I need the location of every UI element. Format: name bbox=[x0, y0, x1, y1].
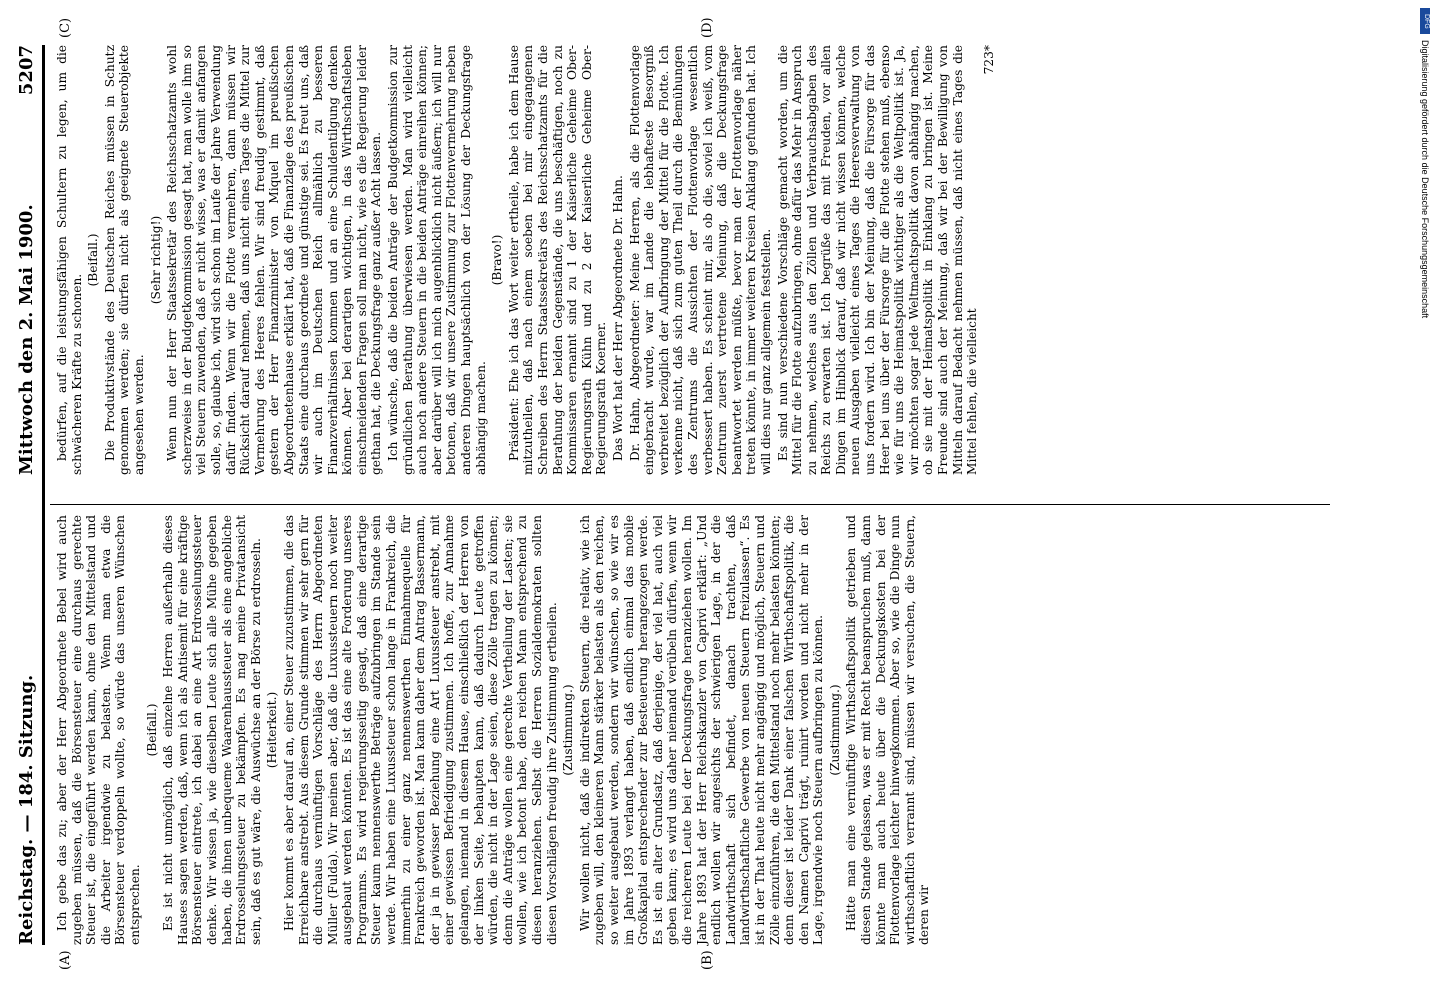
page-number: 5207 bbox=[16, 45, 37, 96]
paragraph: Wir wollen nicht, daß die indirekten Steuern, die relativ, wie ich zugeben will, den kleineren Mann stärker belasten als den reichen, so weiter ausgebaut werden, sondern wir wünschen, so wie wir es im Jahre 1893 verlangt haben, daß endlich einmal das mobile Großkapital entsprechender zur Besteuerung herangezogen werde. Es ist ein alter Grundsatz, daß derjenige, der viel hat, auch viel geben kann; es wird uns daher niemand verübeln dürfen, wenn wir die reicheren Leute bei der Deckungsfrage heranziehen wollen. Im Jahre 1893 hat der Herr Reichskanzler von Caprivi erklärt: „Und endlich wollen wir angesichts der schwierigen Lage, in der die Landwirthschaft sich befindet, danach trachten, daß landwirthschaftliche Gewerbe von neuen Steuern freizulassen“. Es ist in der That heute nicht mehr angängig und möglich, Steuern und Zölle einzuführen, die den Mittelstand noch mehr belasten könnten; denn dieser ist leider Dank einer falschen Wirthschaftspolitik, die den Namen Caprivi trägt, ruinirt worden und nicht mehr in der Lage, irgendwie noch Steuern aufbringen zu können. bbox=[577, 515, 826, 945]
digitization-strip bbox=[1418, 10, 1432, 990]
interjection: (Beifall.) bbox=[144, 703, 159, 757]
interjection: (Heiterkeit.) bbox=[265, 691, 280, 769]
paragraph: Dr. Hahn, Abgeordneter: Meine Herren, als die Flottenvorlage eingebracht wurde, war im Lande die lebhafteste Besorgniß verbreitet bezüglich der Aufbringung der Mittel für die Flotte. Ich verkenne nicht, daß sich zum guten Theil durch die Bemühungen des Zentrums die Aussichten der Flottenvorlage wesentlich verbessert haben. Es scheint mir, als ob die, soviel ich weiß, vom Zentrum zuerst vertretene Meinung, daß die Deckungsfrage beantwortet werden müßte, bevor man der Flottenvorlage näher treten könnte, in immer weiteren Kreisen Anklang gefunden hat. Ich will dies nur ganz allgemein feststellen. bbox=[627, 45, 773, 475]
left-column bbox=[55, 515, 934, 945]
paragraph: Es ist nicht unmöglich, daß einzelne Herren außerhalb dieses Hauses sagen werden, daß, wenn ich als Antisemit für eine kräftige Börsensteuer eintrete, ich dabei an eine Art Erdrosselungssteuer denke. Wir wissen ja, wie dieselben Leute sich alle Mühe gegeben haben, die ihnen unbequeme Waarenhaussteuer als eine angebliche Erdrosselungssteuer zu bekämpfen. Es mag meine Privatansicht sein, daß es gut wäre, die Auswüchse an der Börse zu erdrosseln. bbox=[161, 515, 263, 945]
column-divider bbox=[50, 504, 1330, 505]
paragraph: Die Produktivstände des Deutschen Reiches müssen in Schutz genommen werden; sie dürfen nicht als geeignete Steuerobjekte angesehen werden. bbox=[102, 45, 146, 475]
paragraph: Wenn nun der Herr Staatssekretär des Reichsschatzamts wohl scherzweise in der Budgetkommission gesagt hat, man wolle ihm so viel Steuern zuwenden, daß er nicht wisse, was er damit anfangen solle, so, glaube ich, wird sich schon im Laufe der Jahre Verwendung dafür finden. Wenn wir die Flotte vermehren, dann müssen wir Rücksicht darauf nehmen, daß uns nicht eines Tages die Mittel zur Vermehrung des Heeres fehlen. Wir sind freudig gestimmt, daß gestern der Herr Finanzminister von Miquel im preußischen Abgeordnetenhause erklärt hat, daß die Finanzlage des preußischen Staats eine durchaus geordnete und günstige sei. Es freut uns, daß wir auch im Deutschen Reich allmählich zu besseren Finanzverhältnissen kommen und an eine Schuldentilgung denken können. Aber bei derartigen wichtigen, in das Wirthschaftsleben einschneidenden Fragen soll man nicht, wie es die Regierung leider gethan hat, die Deckungsfrage ganz außer Acht lassen. bbox=[165, 45, 384, 475]
paragraph: Hier kommt es aber darauf an, einer Steuer zuzustimmen, die das Erreichbare anstrebt. Aus diesem Grunde stimmen wir sehr gern für die durchaus vernünftigen Vorschläge des Herrn Abgeordneten Müller (Fulda). Wir meinen aber, daß die Luxussteuern noch weiter ausgebaut werden könnten. Es ist das eine alte Forderung unseres Programms. Es wird regierungsseitig gesagt, daß eine derartige Steuer kaum nennenswerthe Beträge aufzubringen im Stande sein werde. Wir haben eine Luxussteuer schon lange in Frankreich, die immerhin zu einer ganz nennenswerthen Einnahmequelle für Frankreich geworden ist. Man kann daher dem Antrag Bassermann, der ja in gewisser Beziehung eine Art Luxussteuer anstrebt, mit einer gewissen Befriedigung zustimmen. Ich hoffe, zur Annahme gelangen, niemand in diesem Hause, einschließlich der Herren von der linken Seite, behaupten kann, daß dadurch Leute getroffen würden, die nicht in der Lage seien, diese Zölle tragen zu können; denn die Anträge wollen eine gerechte Vertheilung der Lasten; sie wollen, wie ich betont habe, den reichen Mann entsprechend zu diesen heranziehen. Selbst die Herren Sozialdemokraten sollten diesen Vorschlägen freudig ihre Zustimmung ertheilen. bbox=[281, 515, 559, 945]
paragraph: Ich gebe das zu; aber der Herr Abgeordnete Bebel wird auch zugeben müssen, daß die Börsensteuer eine durchaus gerechte Steuer ist, die eingeführt werden kann, ohne den Mittelstand und die Arbeiter irgendwie zu belasten. Wenn man etwa die Börsensteuer verdoppeln wollte, so würde das unseren Wünschen entsprechen. bbox=[55, 515, 142, 945]
digitization-note: Digitalisierung gefördert durch die Deutsche Forschungsgemeinschaft bbox=[1420, 40, 1430, 319]
paragraph: Hätte man eine vernünftige Wirthschaftspolitik getrieben und diesen Stande gelassen, was er mit Recht beanspruchen muß, dann könnte man auch heute über die Deckungskosten bei der Flottenvorlage leichter hinwegkommen. Aber so, wie die Dinge nun wirthschaftlich verrannt sind, müssen wir versuchen, die Steuern, deren wir bbox=[844, 515, 932, 945]
paragraph: Ich wünsche, daß die beiden Anträge der Budgetkommission zur gründlichen Berathung überwiesen werden. Man wird vielleicht auch noch andere Steuern in die beiden Anträge einreihen können; aber darüber will ich mich augenblicklich nicht äußern; ich will nur betonen, daß wir unsere Zustimmung zur Flottenvermehrung neben anderen Dingen hauptsächlich von der Lösung der Deckungsfrage abhängig machen. bbox=[386, 45, 488, 475]
page-header bbox=[8, 45, 38, 945]
margin-mark-b: (B) bbox=[700, 950, 715, 970]
interjection: (Beifall.) bbox=[86, 233, 101, 287]
interjection: (Zustimmung.) bbox=[561, 684, 576, 776]
interjection: (Bravo!) bbox=[490, 234, 505, 286]
interjection: (Zustimmung.) bbox=[827, 684, 842, 776]
dfg-logo: DFG bbox=[1420, 8, 1430, 34]
paragraph: Präsident: Ehe ich das Wort weiter ertheile, habe ich dem Hause mitzutheilen, daß nach einem soeben bei mir eingegangenen Schreiben des Herrn Staatssekretärs des Reichsschatzamts für die Berathung der beiden Gegenstände, die uns beschäftigen, noch zu Kommissaren ernannt sind zu 1 der Kaiserliche Geheime Ober-Regierungsrath Kühn und zu 2 der Kaiserliche Geheime Ober-Regierungsrath Koerner. bbox=[506, 45, 609, 475]
margin-mark-c: (C) bbox=[58, 17, 73, 38]
margin-mark-d: (D) bbox=[700, 17, 715, 38]
margin-mark-a: (A) bbox=[58, 950, 73, 970]
header-date: Mittwoch den 2. Mai 1900. bbox=[16, 204, 37, 475]
paragraph: Es sind nun verschiedene Vorschläge gemacht worden, um die Mittel für die Flotte aufzubringen, ohne dafür das Mehr in Anspruch zu nehmen, welches aus den Zöllen und Verbrauchsabgaben des Reichs zu erwarten ist. Ich begrüße das mit Freuden, vor allen Dingen im Hinblick darauf, daß wir nicht wissen können, welche neuen Ausgaben vielleicht eines Tages die Heeresverwaltung von uns fordern wird. Ich bin der Meinung, daß die Fürsorge für das Heer bei uns über der Fürsorge für die Flotte stehen muß, ebenso wie für uns die Heimatspolitik wichtiger als die Weltpolitik ist. Ja, wir möchten sogar jede Weltmachtspolitik davon abhängig machen, ob sie mit der Heimatspolitik in Einklang zu bringen ist. Meine Freunde sind auch der Meinung, daß wir bei der Bewilligung von Mitteln darauf Bedacht nehmen müssen, daß nicht eines Tages die Mittel fehlen, die vielleicht bbox=[775, 45, 980, 475]
header-session: Reichstag. — 184. Sitzung. bbox=[16, 674, 37, 945]
header-rule-thin bbox=[44, 45, 45, 945]
paragraph: bedürfen, auf die leistungsfähigen Schultern zu legen, um die schwächeren Kräfte zu schonen. bbox=[55, 45, 84, 475]
interjection: (Sehr richtig!) bbox=[148, 215, 163, 305]
right-column bbox=[55, 45, 998, 475]
paragraph: Das Wort hat der Herr Abgeordnete Dr. Hahn. bbox=[610, 175, 625, 461]
footer-mark: 723* bbox=[981, 45, 996, 75]
